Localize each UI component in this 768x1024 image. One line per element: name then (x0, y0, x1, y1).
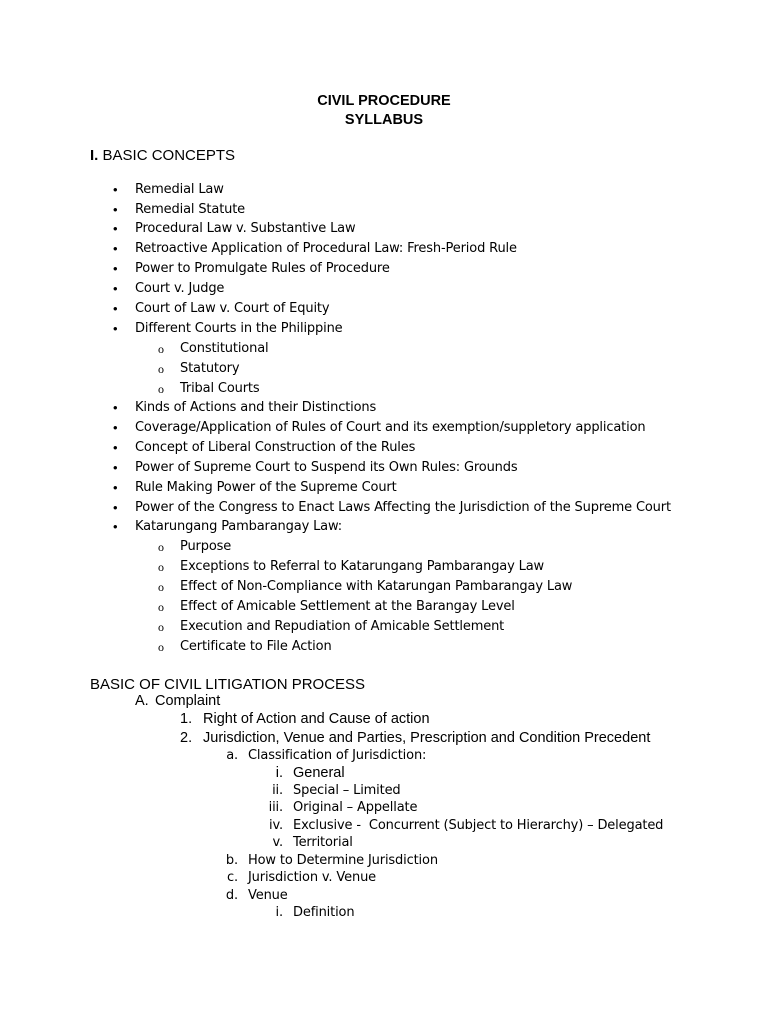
sub-bullet-marker: o (158, 580, 164, 594)
list-item-label: Tribal Courts (180, 381, 260, 396)
list-item-label: Retroactive Application of Procedural Law: Fresh-Period Rule (135, 241, 517, 256)
list-item-label: Coverage/Application of Rules of Court and its exemption/suppletory application (135, 420, 646, 435)
list-item-label: Rule Making Power of the Supreme Court (135, 480, 397, 495)
list-item-label: Purpose (180, 539, 232, 554)
list-item-label: Court of Law v. Court of Equity (135, 301, 330, 316)
bullet-marker: • (113, 321, 118, 336)
outline-label: Definition (293, 905, 355, 920)
outline-marker: ii. (272, 783, 283, 798)
sub-bullet-marker: o (158, 342, 164, 356)
section-heading-litigation: BASIC OF CIVIL LITIGATION PROCESS (90, 676, 366, 693)
section-heading-basic-concepts (90, 147, 235, 164)
list-item-label: Remedial Statute (135, 202, 246, 217)
list-item-label: Exceptions to Referral to Katarungang Pambarangay Law (180, 559, 545, 574)
list-item-label: Concept of Liberal Construction of the Rules (135, 440, 416, 455)
bullet-marker: • (113, 301, 118, 316)
sub-bullet-marker: o (158, 640, 164, 654)
list-item-label: Different Courts in the Philippine (135, 321, 343, 336)
list-item-label: Power of Supreme Court to Suspend its Own Rules: Grounds (135, 460, 518, 475)
outline-marker: a. (226, 748, 238, 763)
document-title: CIVIL PROCEDURE (317, 93, 451, 109)
list-item-label: Statutory (180, 361, 240, 376)
list-item-label: Effect of Non-Compliance with Katarungan Pambarangay Law (180, 579, 573, 594)
outline-label: Territorial (293, 835, 353, 850)
outline-marker: A. (135, 693, 149, 709)
list-item-label: Execution and Repudiation of Amicable Settlement (180, 619, 505, 634)
outline-marker: 2. (180, 730, 193, 746)
bullet-marker: • (113, 400, 118, 415)
outline-marker: i. (275, 765, 283, 781)
sub-bullet-marker: o (158, 620, 164, 634)
outline-label: Exclusive - Concurrent (Subject to Hierarchy) – Delegated (293, 818, 664, 833)
list-item-label: Remedial Law (135, 182, 224, 197)
bullet-marker: • (113, 440, 118, 455)
bullet-marker: • (113, 420, 118, 435)
outline-label: Jurisdiction v. Venue (248, 870, 377, 885)
outline-label: How to Determine Jurisdiction (248, 853, 438, 868)
outline-marker: i. (275, 905, 283, 920)
outline-label: Complaint (155, 693, 221, 709)
outline-marker: v. (272, 835, 283, 850)
list-item-label: Kinds of Actions and their Distinctions (135, 400, 377, 415)
outline-label: General (293, 765, 345, 781)
bullet-marker: • (113, 221, 118, 236)
bullet-marker: • (113, 202, 118, 217)
sub-bullet-marker: o (158, 382, 164, 396)
sub-bullet-marker: o (158, 560, 164, 574)
outline-label: Original – Appellate (293, 800, 418, 815)
list-item-label: Power of the Congress to Enact Laws Affecting the Jurisdiction of the Supreme Court (135, 500, 671, 515)
outline-marker: c. (227, 870, 238, 885)
bullet-marker: • (113, 460, 118, 475)
bullet-marker: • (113, 519, 118, 534)
outline-label: Venue (248, 888, 288, 903)
document-subtitle: SYLLABUS (344, 112, 424, 128)
sub-bullet-marker: o (158, 600, 164, 614)
bullet-marker: • (113, 480, 118, 495)
list-item-label: Constitutional (180, 341, 269, 356)
section-numeral: I. (90, 147, 99, 164)
list-item-label: Procedural Law v. Substantive Law (135, 221, 356, 236)
outline-label: Special – Limited (293, 783, 401, 798)
outline-label: Right of Action and Cause of action (203, 711, 430, 727)
outline-marker: b. (225, 853, 238, 868)
sub-bullet-marker: o (158, 540, 164, 554)
outline-label: Classification of Jurisdiction: (248, 748, 427, 763)
list-item-label: Katarungang Pambarangay Law: (135, 519, 342, 534)
list-item-label: Certificate to File Action (180, 639, 332, 654)
outline-marker: d. (225, 888, 238, 903)
outline-marker: iii. (268, 800, 283, 815)
bullet-marker: • (113, 182, 118, 197)
outline-marker: iv. (269, 818, 283, 833)
bullet-marker: • (113, 261, 118, 276)
outline-label: Jurisdiction, Venue and Parties, Prescription and Condition Precedent (203, 730, 651, 746)
list-item-label: Power to Promulgate Rules of Procedure (135, 261, 390, 276)
bullet-marker: • (113, 500, 118, 515)
section-heading-text: BASIC CONCEPTS (102, 147, 236, 164)
bullet-marker: • (113, 281, 118, 296)
outline-marker: 1. (180, 711, 193, 727)
sub-bullet-marker: o (158, 362, 164, 376)
list-item-label: Effect of Amicable Settlement at the Barangay Level (180, 599, 515, 614)
list-item-label: Court v. Judge (135, 281, 225, 296)
bullet-marker: • (113, 241, 118, 256)
